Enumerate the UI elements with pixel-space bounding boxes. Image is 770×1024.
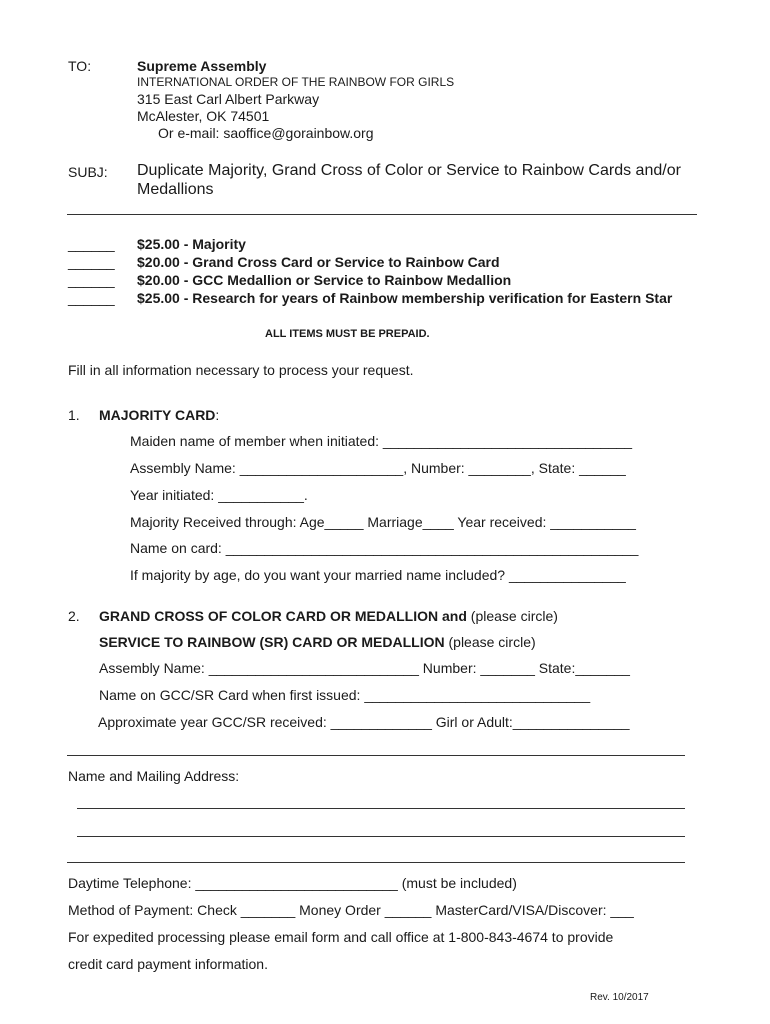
email-line: Or e-mail: saoffice@gorainbow.org	[158, 125, 374, 141]
sr-circle-note: (please circle)	[444, 634, 536, 650]
fee-gcc-medallion: $20.00 - GCC Medallion or Service to Rainbow Medallion	[137, 272, 512, 288]
section-2-divider	[67, 755, 685, 756]
gcc-circle-note: (please circle)	[466, 608, 558, 624]
gcc-name-field[interactable]: Name on GCC/SR Card when first issued: _____________________________	[99, 687, 591, 703]
subject-line-1: Duplicate Majority, Grand Cross of Color or Service to Rainbow Cards and/or	[137, 162, 681, 179]
majority-card-colon: :	[215, 407, 220, 423]
mailing-address-line-2[interactable]	[77, 836, 685, 837]
assembly-number-state-field[interactable]: Assembly Name: _____________________, Number: ________, State: ______	[130, 460, 626, 476]
address-line-2: McAlester, OK 74501	[137, 108, 270, 124]
fee-blank-4[interactable]: ______	[68, 290, 115, 306]
subj-label: SUBJ:	[68, 164, 108, 180]
majority-received-field[interactable]: Majority Received through: Age_____ Marriage____ Year received: ___________	[130, 514, 636, 530]
instructions: Fill in all information necessary to process your request.	[68, 362, 414, 378]
gcc-heading: GRAND CROSS OF COLOR CARD OR MEDALLION and	[99, 608, 467, 624]
to-label: TO:	[68, 58, 92, 74]
section-2-title-2	[99, 634, 536, 650]
subject-line-2: Medallions	[137, 181, 214, 198]
organization-name: INTERNATIONAL ORDER OF THE RAINBOW FOR GIRLS	[137, 75, 455, 89]
mailing-address-label: Name and Mailing Address:	[68, 768, 240, 784]
fee-research: $25.00 - Research for years of Rainbow membership verification for Eastern Star	[137, 290, 673, 306]
fee-gcc-card: $20.00 - Grand Cross Card or Service to Rainbow Card	[137, 254, 500, 270]
gcc-assembly-field[interactable]: Assembly Name: ___________________________ Number: _______ State:_______	[99, 660, 630, 676]
section-2-number: 2.	[68, 608, 80, 624]
maiden-name-field[interactable]: Maiden name of member when initiated: ________________________________	[130, 433, 633, 449]
gcc-year-field[interactable]: Approximate year GCC/SR received: _____________ Girl or Adult:_______________	[98, 714, 630, 730]
header-divider	[67, 214, 697, 215]
fee-blank-3[interactable]: ______	[68, 272, 115, 288]
section-1-title	[99, 407, 219, 423]
mailing-address-line-1[interactable]	[77, 808, 685, 809]
recipient-name: Supreme Assembly	[137, 58, 267, 74]
fee-majority: $25.00 - Majority	[137, 236, 246, 252]
majority-card-heading: MAJORITY CARD	[99, 407, 216, 423]
telephone-field[interactable]: Daytime Telephone: __________________________ (must be included)	[68, 875, 517, 891]
payment-method-field[interactable]: Method of Payment: Check _______ Money Order ______ MasterCard/VISA/Discover: ___	[68, 902, 634, 918]
address-line-1: 315 East Carl Albert Parkway	[137, 91, 320, 107]
mailing-address-line-3[interactable]	[67, 862, 685, 863]
expedite-note-line-2: credit card payment information.	[68, 956, 268, 972]
married-name-field[interactable]: If majority by age, do you want your married name included? _______________	[130, 567, 626, 583]
name-on-card-field[interactable]: Name on card: _____________________________________________________	[130, 540, 639, 556]
fee-blank-2[interactable]: ______	[68, 254, 115, 270]
fee-blank-1[interactable]: ______	[68, 236, 115, 252]
section-1-number: 1.	[68, 407, 80, 423]
section-2-title-1	[99, 608, 558, 624]
prepaid-notice: ALL ITEMS MUST BE PREPAID.	[265, 328, 430, 340]
sr-heading: SERVICE TO RAINBOW (SR) CARD OR MEDALLION	[99, 634, 445, 650]
revision-label: Rev. 10/2017	[590, 992, 649, 1003]
year-initiated-field[interactable]: Year initiated: ___________.	[130, 487, 308, 503]
expedite-note-line-1: For expedited processing please email form and call office at 1-800-843-4674 to provide	[68, 929, 614, 945]
